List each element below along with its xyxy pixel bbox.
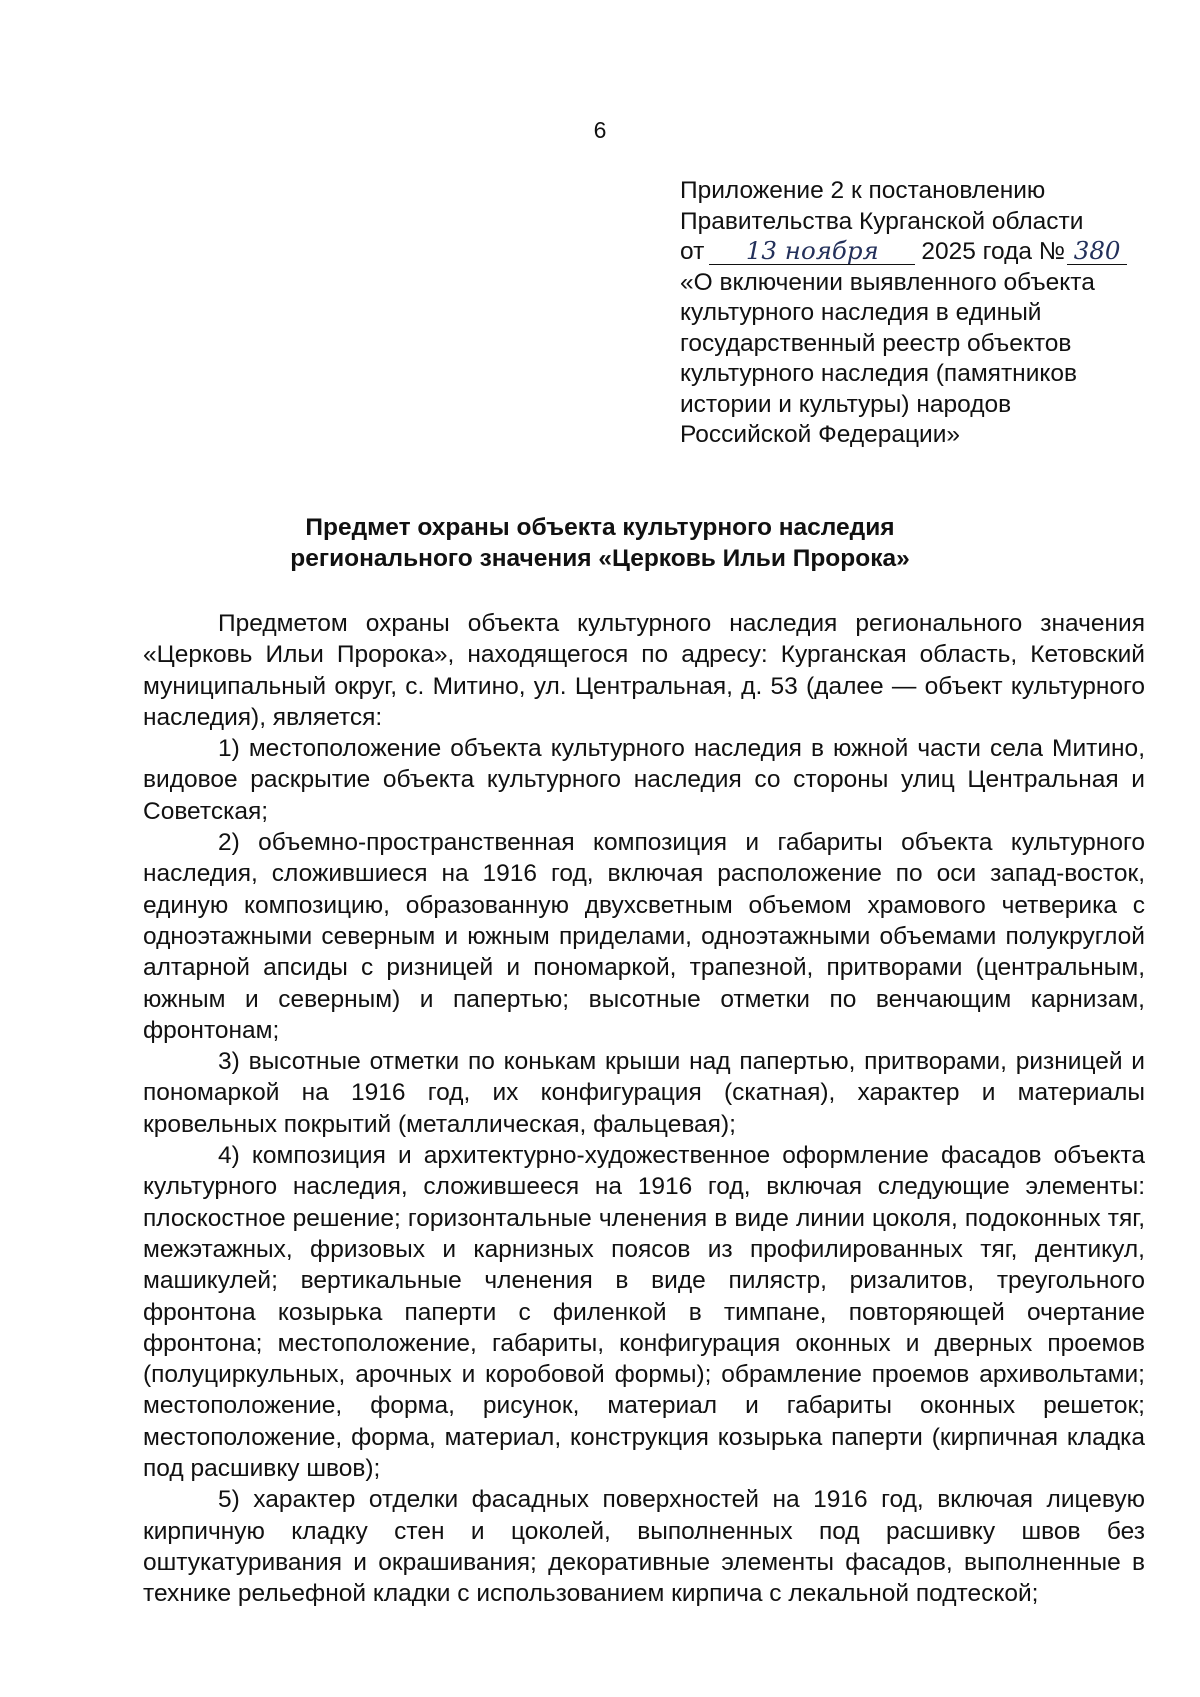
annex-line-9: Российской Федерации» — [680, 421, 961, 448]
annex-line-6: государственный реестр объектов — [680, 329, 1072, 357]
item-1-paragraph: 1) местоположение объекта культурного наследия в южной части села Митино, видовое раскрытие объекта культурного наследия со стороны улиц Центральная и Советская; — [143, 735, 1145, 825]
annex-line-4: «О включении выявленного объекта — [680, 268, 1095, 296]
annex-line-1: Приложение 2 к постановлению — [680, 177, 1046, 204]
item-4-paragraph: 4) композиция и архитектурно-художественное оформление фасадов объекта культурного наследия, сложившееся на 1916 год, включая следующие элементы: плоскостное решение; горизонтальные членения в виде линии цоколя, подоконных тяг, межэтажных, фризовых и карнизных поясов из профилированных тяг, дентикул, машикулей; вертикальные членения в виде пилястр, ризалитов, треугольного фронтона козырька паперти с филенкой в тимпане, повторяющей очертание фронтона; местоположение, габариты, конфигурация оконных и дверных проемов (полуциркульных, арочных и коробовой формы); обрамление проемов архивольтами; местоположение, форма, рисунок, материал и габариты оконных решеток; местоположение, форма, материал, конструкция козырька паперти (кирпичная кладка под расшивку швов); — [143, 1142, 1145, 1483]
annex-line-2: Правительства Курганской области — [680, 207, 1084, 235]
page-number: 6 — [593, 117, 607, 143]
handwritten-date: 13 ноября — [709, 238, 915, 265]
annex-line-5: культурного наследия в единый — [680, 299, 1042, 326]
annex-date-line — [680, 237, 1150, 268]
heading-line-1: Предмет охраны объекта культурного наследия — [305, 514, 895, 541]
item-3-paragraph: 3) высотные отметки по конькам крыши над папертью, притворами, ризницей и пономаркой на 1916 год, их конфигурация (скатная), характер и материалы кровельных покрытий (металлическая, фальцевая); — [143, 1048, 1145, 1138]
item-5-paragraph: 5) характер отделки фасадных поверхностей на 1916 год, включая лицевую кирпичную кладку стен и цоколей, выполненных под расшивку швов без оштукатуривания и окрашивания; декоративные элементы фасадов, выполненные в технике рельефной кладки с использованием кирпича с лекальной подтеской; — [143, 1486, 1145, 1608]
date-year: 2025 года № — [921, 238, 1066, 265]
annex-line-8: истории и культуры) народов — [680, 390, 1012, 418]
intro-paragraph: Предметом охраны объекта культурного наследия регионального значения «Церковь Ильи Пророка», находящегося по адресу: Курганская область, Кетовский муниципальный округ, с. Митино, ул. Центральная, д. 53 (далее — объект культурного наследия), является: — [143, 610, 1145, 731]
handwritten-number: 380 — [1067, 238, 1127, 265]
heading-line-2: регионального значения «Церковь Ильи Пророка» — [290, 545, 910, 572]
document-body — [143, 608, 1145, 1610]
annex-block — [680, 176, 1150, 451]
document-heading — [0, 512, 1200, 574]
date-prefix: от — [680, 238, 705, 265]
annex-line-7: культурного наследия (памятников — [680, 360, 1078, 387]
item-2-paragraph: 2) объемно-пространственная композиция и габариты объекта культурного наследия, сложившиеся на 1916 год, включая расположение по оси запад-восток, единую композицию, образованную двухсветным объемом храмового четверика с одноэтажными северным и южным приделами, одноэтажными объемами полукруглой алтарной апсиды с ризницей и пономаркой, трапезной, притворами (центральным, южным и северным) и папертью; высотные отметки по венчающим карнизам, фронтонам; — [143, 829, 1145, 1044]
